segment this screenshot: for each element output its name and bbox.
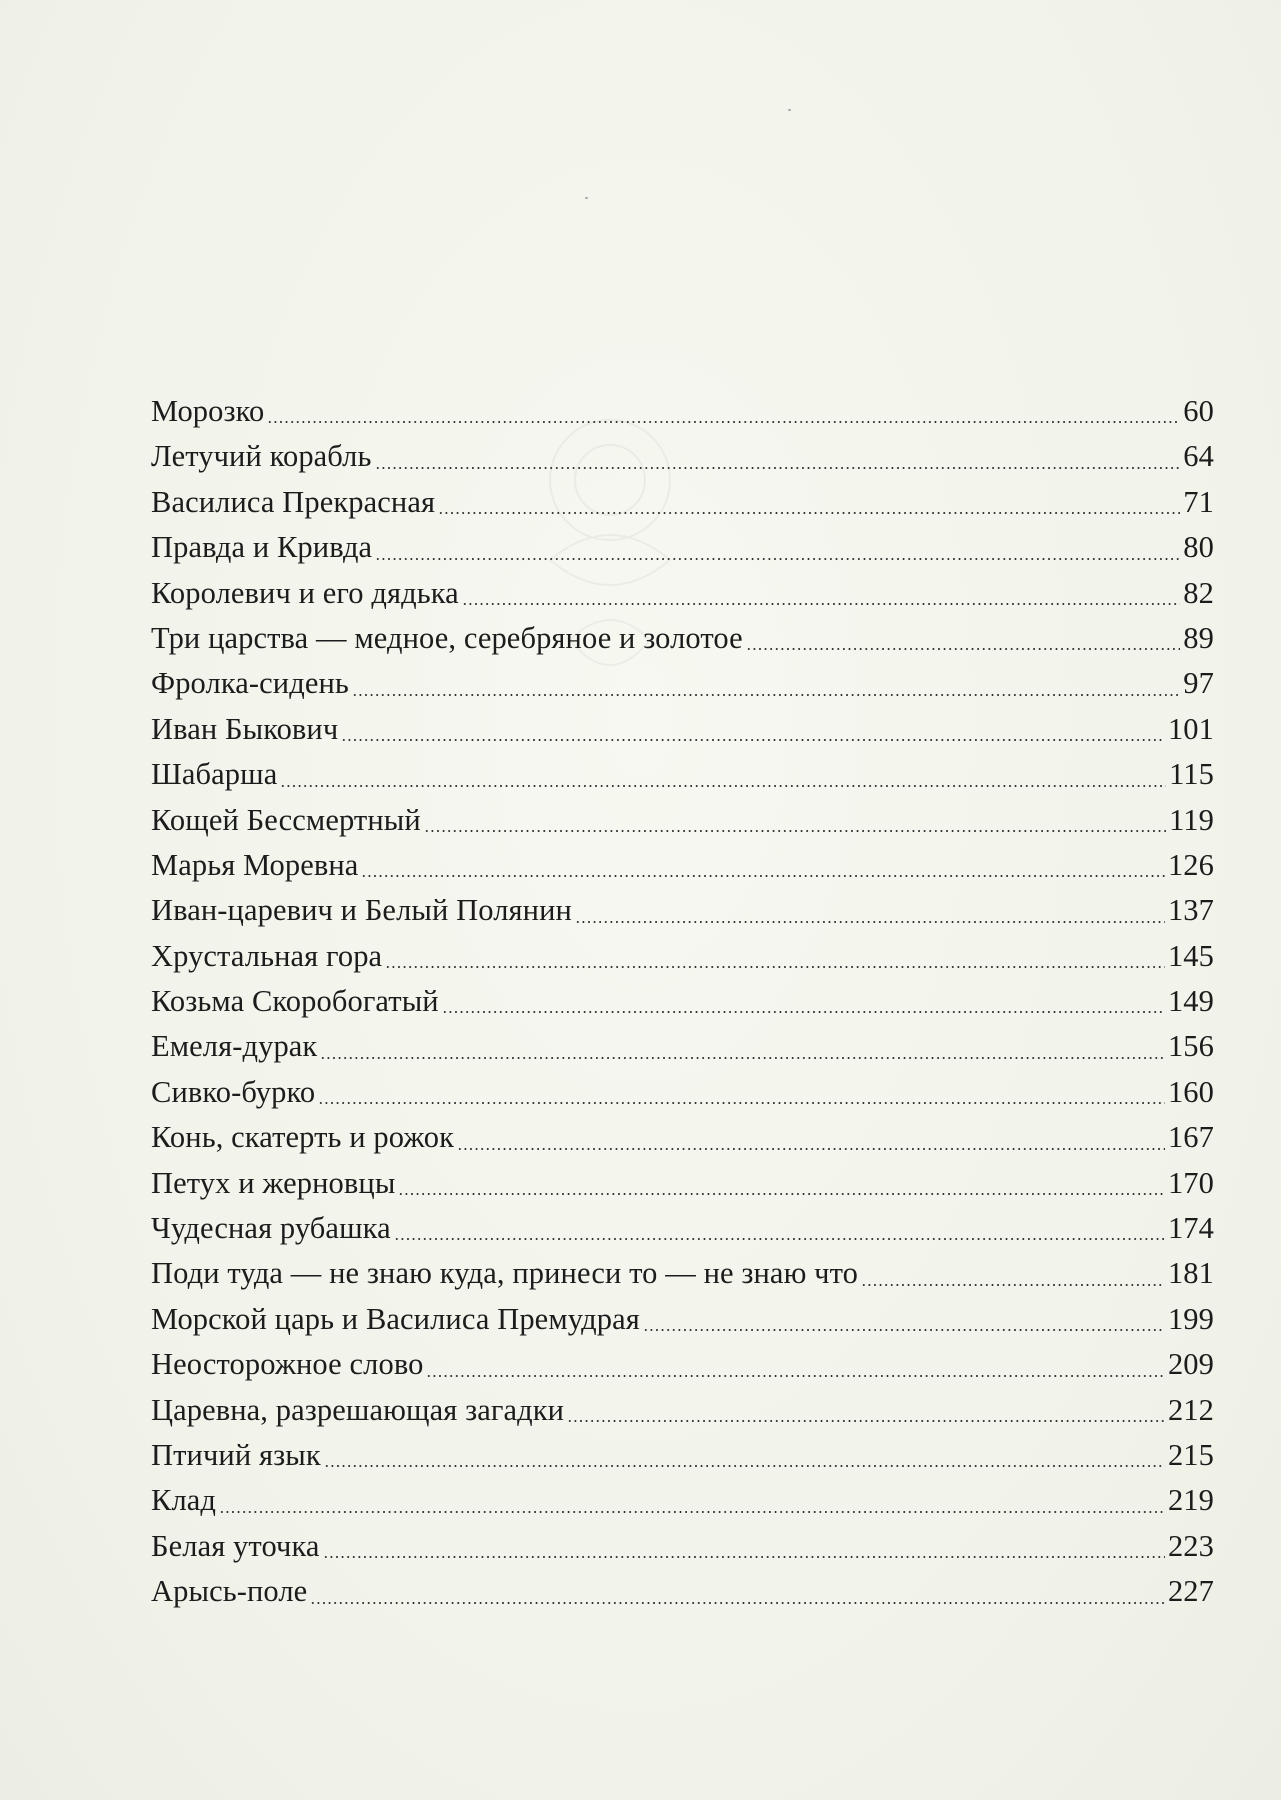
toc-dot-leader — [375, 467, 1181, 469]
toc-entry-title: Конь, скатерть и рожок — [151, 1120, 455, 1155]
toc-dot-leader — [341, 739, 1165, 741]
toc-entry-title: Иван-царевич и Белый Полянин — [151, 893, 572, 928]
toc-entry-title: Козьма Скоробогатый — [151, 984, 439, 1019]
toc-dot-leader — [385, 966, 1165, 968]
toc-entry-title: Иван Быкович — [151, 711, 339, 746]
toc-entry-page-number: 209 — [1167, 1347, 1214, 1382]
toc-entry-page-number: 82 — [1183, 575, 1214, 610]
toc-dot-leader — [424, 830, 1166, 832]
toc-entry-title: Шабарша — [151, 757, 278, 792]
toc-entry-page-number: 71 — [1183, 484, 1214, 519]
toc-entry-page-number: 199 — [1167, 1301, 1214, 1336]
toc-entry[interactable] — [151, 1206, 1214, 1251]
toc-entry-page-number: 156 — [1167, 1029, 1214, 1064]
toc-dot-leader — [394, 1238, 1165, 1240]
toc-dot-leader — [442, 1011, 1165, 1013]
toc-entry-title: Клад — [151, 1483, 217, 1518]
toc-entry[interactable] — [151, 616, 1214, 661]
toc-entry[interactable] — [151, 1388, 1214, 1433]
toc-entry[interactable] — [151, 707, 1214, 752]
toc-entry[interactable] — [151, 888, 1214, 933]
toc-dot-leader — [375, 558, 1180, 560]
toc-entry-title: Чудесная рубашка — [151, 1211, 391, 1246]
toc-entry-title: Сивко-бурко — [151, 1074, 316, 1109]
toc-dot-leader — [320, 1057, 1165, 1059]
toc-entry-page-number: 149 — [1167, 984, 1214, 1019]
toc-entry[interactable] — [151, 1251, 1214, 1296]
toc-entry-title: Арысь-поле — [151, 1574, 308, 1609]
toc-dot-leader — [457, 1148, 1165, 1150]
toc-entry[interactable] — [151, 1569, 1214, 1614]
table-of-contents — [151, 389, 1214, 1615]
toc-entry[interactable] — [151, 1433, 1214, 1478]
toc-entry[interactable] — [151, 480, 1214, 525]
toc-entry[interactable] — [151, 934, 1214, 979]
toc-dot-leader — [310, 1602, 1165, 1604]
toc-entry[interactable] — [151, 1478, 1214, 1523]
toc-dot-leader — [861, 1284, 1165, 1286]
toc-entry-title: Хрустальная гора — [151, 938, 383, 973]
toc-entry-page-number: 167 — [1167, 1120, 1214, 1155]
toc-entry[interactable] — [151, 1115, 1214, 1160]
toc-entry-title: Белая уточка — [151, 1528, 320, 1563]
paper-speck — [788, 109, 791, 111]
toc-entry-page-number: 126 — [1167, 847, 1214, 882]
toc-entry[interactable] — [151, 389, 1214, 434]
toc-entry-page-number: 212 — [1167, 1392, 1214, 1427]
toc-entry-title: Правда и Кривда — [151, 530, 373, 565]
toc-entry[interactable] — [151, 979, 1214, 1024]
toc-entry[interactable] — [151, 571, 1214, 616]
toc-entry[interactable] — [151, 1161, 1214, 1206]
toc-entry-title: Неосторожное слово — [151, 1347, 424, 1382]
toc-entry-page-number: 60 — [1183, 394, 1214, 428]
toc-entry-page-number: 80 — [1183, 530, 1214, 565]
toc-entry[interactable] — [151, 843, 1214, 888]
toc-dot-leader — [361, 875, 1165, 877]
toc-entry-title: Королевич и его дядька — [151, 575, 459, 610]
toc-entry-page-number: 97 — [1183, 666, 1214, 701]
toc-dot-leader — [426, 1375, 1164, 1377]
toc-entry[interactable] — [151, 1297, 1214, 1342]
toc-entry-page-number: 89 — [1183, 620, 1214, 655]
toc-entry-title: Петух и жерновцы — [151, 1165, 396, 1200]
toc-entry-title: Птичий язык — [151, 1437, 321, 1472]
toc-dot-leader — [267, 421, 1180, 423]
toc-entry-page-number: 170 — [1167, 1165, 1214, 1200]
toc-dot-leader — [324, 1465, 1165, 1467]
toc-dot-leader — [323, 1556, 1165, 1558]
toc-dot-leader — [643, 1329, 1165, 1331]
toc-dot-leader — [398, 1193, 1165, 1195]
toc-dot-leader — [462, 603, 1181, 605]
toc-entry[interactable] — [151, 661, 1214, 706]
toc-dot-leader — [219, 1511, 1165, 1513]
toc-entry[interactable] — [151, 525, 1214, 570]
toc-entry-title: Поди туда — не знаю куда, принеси то — не знаю что — [151, 1256, 858, 1291]
toc-entry-title: Кощей Бессмертный — [151, 802, 421, 837]
toc-entry-title: Морозко — [151, 394, 265, 428]
toc-entry-page-number: 215 — [1167, 1437, 1214, 1472]
toc-entry-page-number: 137 — [1167, 893, 1214, 928]
toc-entry-title: Царевна, разрешающая загадки — [151, 1392, 565, 1427]
toc-entry-page-number: 223 — [1167, 1528, 1214, 1563]
toc-entry[interactable] — [151, 434, 1214, 479]
toc-dot-leader — [280, 785, 1166, 787]
toc-dot-leader — [746, 648, 1181, 650]
toc-entry-page-number: 64 — [1183, 439, 1214, 474]
toc-entry-page-number: 160 — [1167, 1074, 1214, 1109]
toc-entry-page-number: 119 — [1169, 802, 1214, 837]
toc-entry-page-number: 227 — [1167, 1574, 1214, 1609]
toc-entry-title: Василиса Прекрасная — [151, 484, 436, 519]
toc-entry-title: Морской царь и Василиса Премудрая — [151, 1301, 640, 1336]
paper-speck — [585, 197, 588, 199]
toc-dot-leader — [567, 1420, 1165, 1422]
toc-entry-page-number: 101 — [1167, 711, 1214, 746]
toc-entry-title: Емеля-дурак — [151, 1029, 318, 1064]
toc-entry[interactable] — [151, 1024, 1214, 1069]
toc-dot-leader — [318, 1102, 1165, 1104]
toc-dot-leader — [438, 512, 1180, 514]
toc-entry-page-number: 115 — [1169, 757, 1214, 792]
toc-entry-title: Фролка-сидень — [151, 666, 349, 701]
toc-entry-page-number: 174 — [1167, 1211, 1214, 1246]
toc-dot-leader — [575, 921, 1165, 923]
toc-entry[interactable] — [151, 1342, 1214, 1387]
toc-entry-page-number: 181 — [1167, 1256, 1214, 1291]
toc-entry[interactable] — [151, 798, 1214, 843]
toc-dot-leader — [352, 694, 1180, 696]
toc-entry-page-number: 145 — [1167, 938, 1214, 973]
toc-entry-title: Три царства — медное, серебряное и золотое — [151, 620, 743, 655]
toc-entry[interactable] — [151, 1070, 1214, 1115]
toc-entry-page-number: 219 — [1167, 1483, 1214, 1518]
toc-entry-title: Летучий корабль — [151, 439, 372, 474]
toc-entry-title: Марья Моревна — [151, 847, 359, 882]
toc-entry[interactable] — [151, 752, 1214, 797]
toc-entry[interactable] — [151, 1524, 1214, 1569]
